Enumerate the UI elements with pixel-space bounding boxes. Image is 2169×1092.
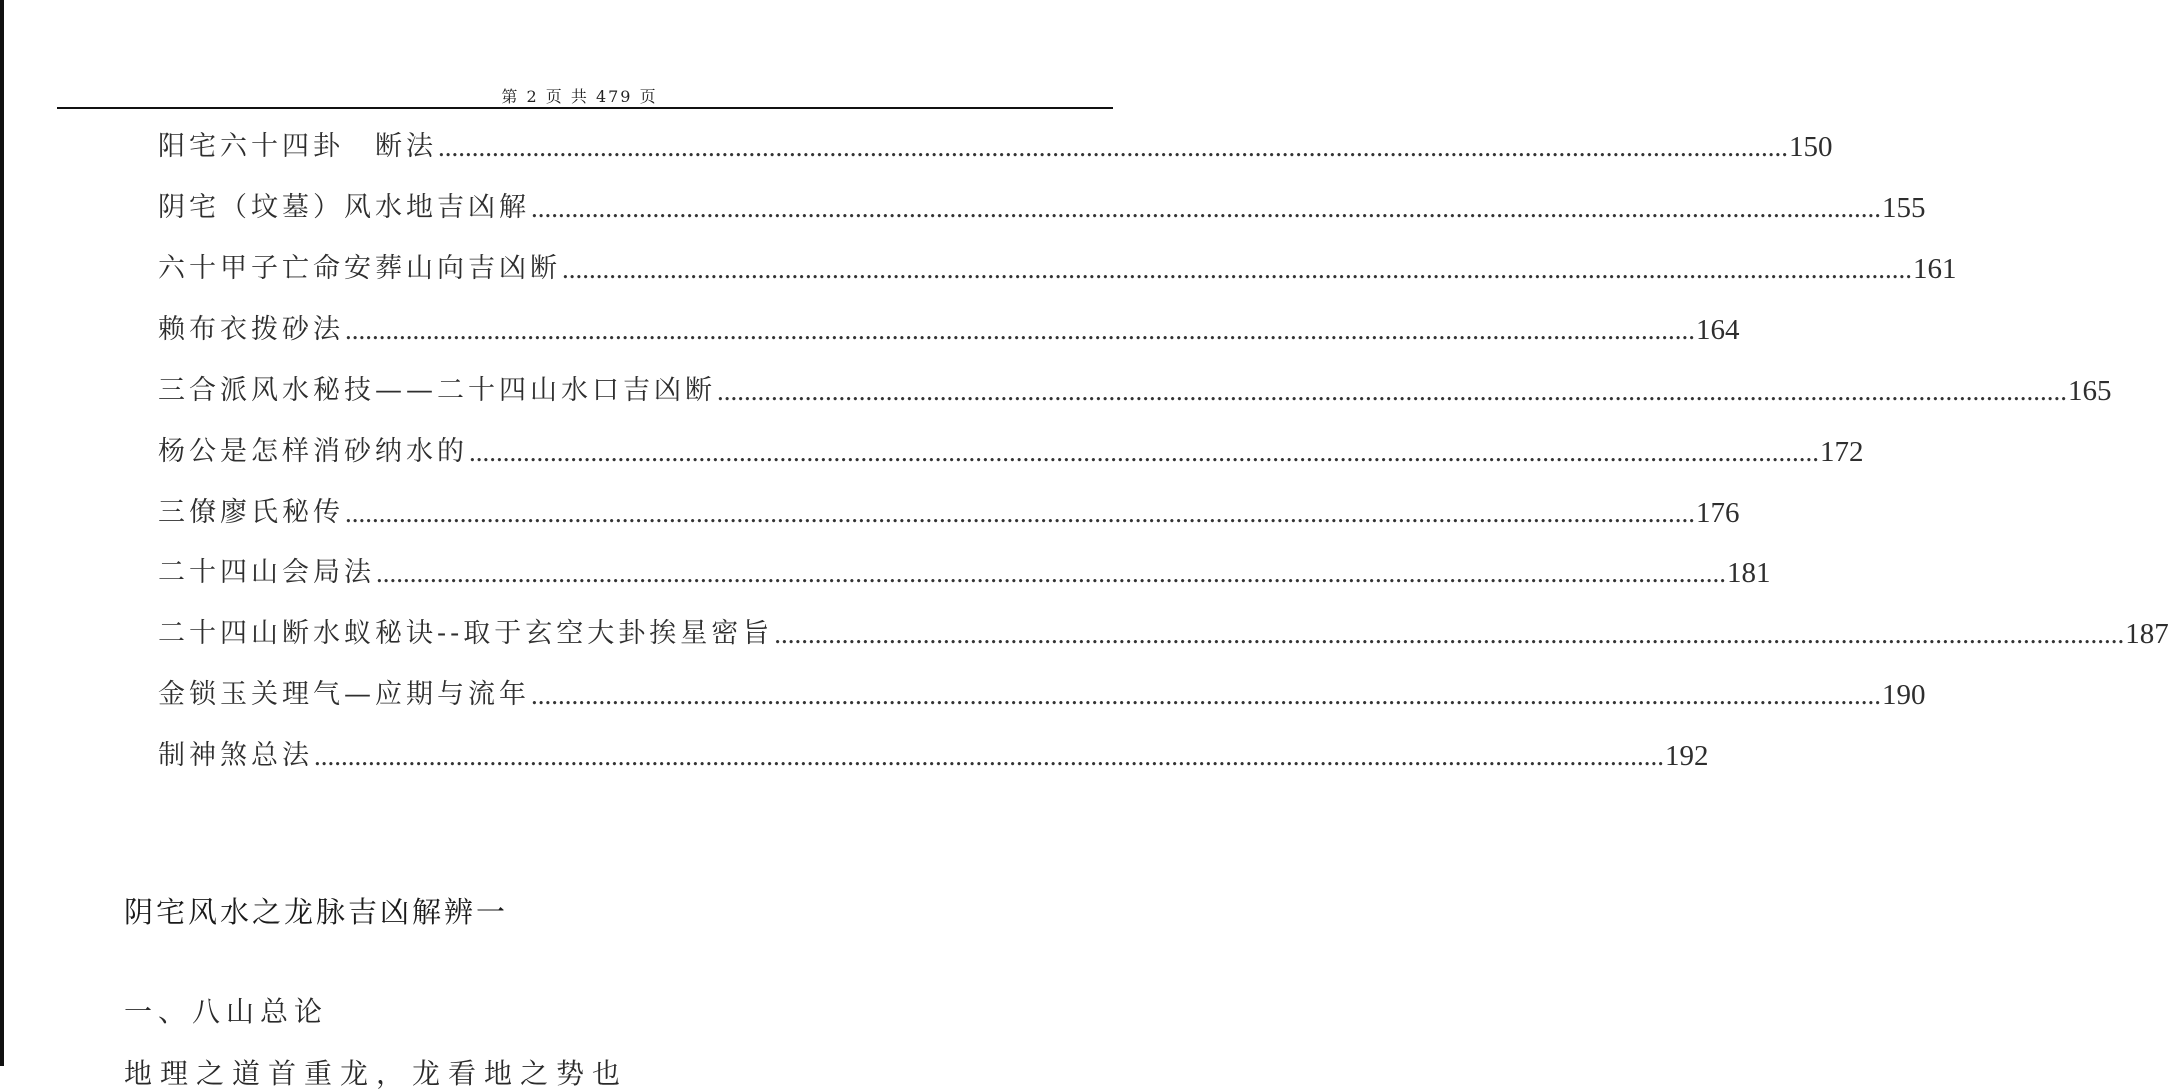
toc-entry-page: 181 bbox=[1727, 557, 1771, 589]
toc-entry[interactable] bbox=[158, 183, 1926, 225]
toc-entry[interactable] bbox=[158, 427, 1864, 469]
toc-leader-dots: ........................................................................................................................................................................................................ bbox=[345, 498, 1695, 528]
page-number-header: 第 2 页 共 479 页 bbox=[501, 87, 658, 106]
toc-entry[interactable] bbox=[158, 244, 1957, 286]
toc-entry-title: 二十四山断水蚁秘诀--取于玄空大卦挨星密旨 bbox=[158, 618, 774, 649]
toc-entry[interactable] bbox=[158, 670, 1926, 712]
toc-leader-dots: ........................................................................................................................................................................................................ bbox=[531, 680, 1881, 710]
toc-entry-page: 164 bbox=[1696, 314, 1740, 346]
toc-entry-page: 187 bbox=[2125, 618, 2169, 650]
toc-entry-title: 三合派风水秘技——二十四山水口吉凶断 bbox=[158, 375, 716, 406]
toc-entry[interactable] bbox=[158, 548, 1771, 590]
body-text-line-partial: 地理之道首重龙，龙看地之势也 bbox=[124, 1057, 629, 1090]
toc-entry-title: 赖布衣拨砂法 bbox=[158, 314, 344, 345]
toc-entry-page: 150 bbox=[1789, 131, 1833, 163]
toc-entry-page: 172 bbox=[1820, 436, 1864, 468]
toc-entry-page: 176 bbox=[1696, 497, 1740, 529]
toc-leader-dots: ........................................................................................................................................................................................................ bbox=[562, 254, 1912, 284]
section-heading: 阴宅风水之龙脉吉凶解辨一 bbox=[124, 895, 509, 929]
toc-entry-page: 161 bbox=[1913, 253, 1957, 285]
toc-entry-title: 阴宅（坟墓）风水地吉凶解 bbox=[158, 192, 530, 223]
toc-entry-title: 六十甲子亡命安葬山向吉凶断 bbox=[158, 253, 561, 284]
toc-entry-title: 金锁玉关理气—应期与流年 bbox=[158, 679, 530, 710]
toc-leader-dots: ........................................................................................................................................................................................................ bbox=[314, 741, 1664, 771]
toc-entry[interactable] bbox=[158, 366, 2112, 408]
toc-entry[interactable] bbox=[158, 488, 1740, 530]
toc-entry[interactable] bbox=[158, 122, 1833, 164]
toc-entry[interactable] bbox=[158, 731, 1709, 773]
toc-leader-dots: ........................................................................................................................................................................................................ bbox=[774, 619, 2125, 649]
toc-leader-dots: ........................................................................................................................................................................................................ bbox=[717, 376, 2067, 406]
subsection-heading: 一、八山总论 bbox=[124, 995, 329, 1028]
toc-entry-title: 制神煞总法 bbox=[158, 740, 313, 771]
toc-entry-title: 三僚廖氏秘传 bbox=[158, 497, 344, 528]
toc-leader-dots: ........................................................................................................................................................................................................ bbox=[376, 558, 1726, 588]
toc-entry-page: 165 bbox=[2068, 375, 2112, 407]
toc-leader-dots: ........................................................................................................................................................................................................ bbox=[469, 437, 1819, 467]
toc-entry[interactable] bbox=[158, 609, 2169, 651]
toc-entry-page: 190 bbox=[1882, 679, 1926, 711]
toc-entry-page: 155 bbox=[1882, 192, 1926, 224]
toc-entry-title: 阳宅六十四卦 断法 bbox=[158, 131, 437, 162]
toc-leader-dots: ........................................................................................................................................................................................................ bbox=[531, 193, 1881, 223]
toc-entry[interactable] bbox=[158, 305, 1740, 347]
toc-entry-page: 192 bbox=[1665, 740, 1709, 772]
toc-leader-dots: ........................................................................................................................................................................................................ bbox=[345, 315, 1695, 345]
toc-entry-title: 二十四山会局法 bbox=[158, 557, 375, 588]
toc-leader-dots: ........................................................................................................................................................................................................ bbox=[438, 132, 1788, 162]
toc-entry-title: 杨公是怎样消砂纳水的 bbox=[158, 436, 468, 467]
